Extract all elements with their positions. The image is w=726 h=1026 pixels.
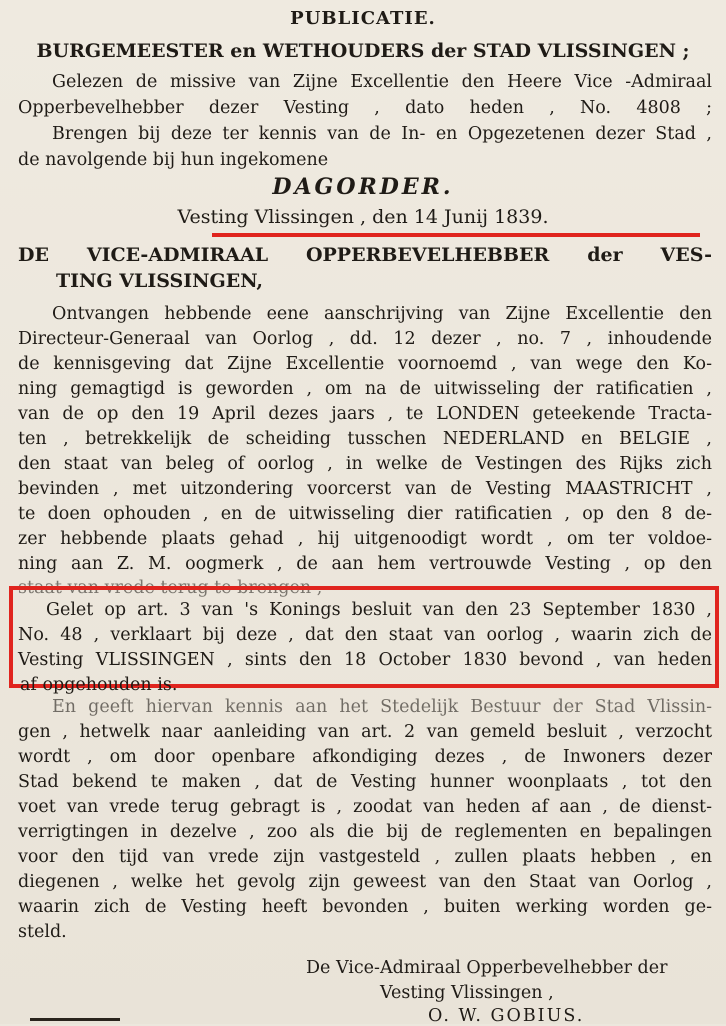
date-underline-highlight: [212, 233, 700, 237]
publication-title: PUBLICATIE.: [290, 8, 436, 29]
intro-line: Opperbevelhebber dezer Vesting , dato heden , No. 4808 ;: [18, 98, 712, 118]
body-line: waarin zich de Vesting heeft bevonden , buiten werking worden ge-: [18, 897, 712, 917]
highlighted-line: No. 48 , verklaart bij deze , dat den staat van oorlog , waarin zich de: [18, 625, 712, 645]
body-line: voet van vrede terug gebragt is , zoodat van heden af aan , de dienst-: [18, 797, 712, 817]
signature-name: O. W. GOBIUS.: [428, 1006, 585, 1026]
signature-place: Vesting Vlissingen ,: [380, 983, 554, 1003]
signature-title: De Vice-Admiraal Opperbevelhebber der: [306, 958, 668, 978]
body-line: ning gemagtigd is geworden , om na de uitwisseling der ratificatien ,: [18, 379, 712, 399]
body-line: Ontvangen hebbende eene aanschrijving van Zijne Excellentie den: [52, 304, 712, 324]
commander-heading: TING VLISSINGEN,: [56, 270, 263, 292]
highlighted-line: Gelet op art. 3 van 's Konings besluit van den 23 September 1830 ,: [46, 600, 712, 620]
body-line: verrigtingen in dezelve , zoo als die bij de reglementen en bepalingen: [18, 822, 712, 842]
body-line: bevinden , met uitzondering voorcerst van de Vesting MAASTRICHT ,: [18, 479, 712, 499]
highlighted-line: Vesting VLISSINGEN , sints den 18 October 1830 bevond , van heden: [18, 650, 712, 670]
body-line: van de op den 19 April dezes jaars , te LONDEN geteekende Tracta-: [18, 404, 712, 424]
body-line: zer hebbende plaats gehad , hij uitgenoodigt wordt , om ter voldoe-: [18, 529, 712, 549]
body-line: den staat van beleg of oorlog , in welke de Vestingen des Rijks zich: [18, 454, 712, 474]
intro-line: de navolgende bij hun ingekomene: [18, 150, 329, 170]
column-rule: [30, 1018, 120, 1021]
body-line: te doen ophouden , en de uitwisseling dier ratificatien , op den 8 de-: [18, 504, 712, 524]
body-line: ten , betrekkelijk de scheiding tusschen NEDERLAND en BELGIE ,: [18, 429, 712, 449]
body-line: diegenen , welke het gevolg zijn geweest van den Staat van Oorlog ,: [18, 872, 712, 892]
authority-heading: BURGEMEESTER en WETHOUDERS der STAD VLISSINGEN ;: [36, 40, 690, 62]
body-line: voor den tijd van vrede zijn vastgesteld , zullen plaats hebben , en: [18, 847, 712, 867]
dagorder-date: Vesting Vlissingen , den 14 Junij 1839.: [177, 206, 549, 228]
commander-heading: DE VICE-ADMIRAAL OPPERBEVELHEBBER der VES-: [18, 244, 712, 266]
body-line: En geeft hiervan kennis aan het Stedelijk Bestuur der Stad Vlissin-: [52, 697, 712, 717]
body-line: Directeur-Generaal van Oorlog , dd. 12 dezer , no. 7 , inhoudende: [18, 329, 712, 349]
body-line: staat van vrede terug te brengen ,: [18, 578, 323, 598]
body-line: ning aan Z. M. oogmerk , de aan hem vertrouwde Vesting , op den: [18, 554, 712, 574]
body-line: steld.: [18, 922, 67, 942]
body-line: Stad bekend te maken , dat de Vesting hunner woonplaats , tot den: [18, 772, 712, 792]
body-line: de kennisgeving dat Zijne Excellentie voornoemd , van wege den Ko-: [18, 354, 712, 374]
intro-line: Gelezen de missive van Zijne Excellentie den Heere Vice -Admiraal: [52, 72, 712, 92]
intro-line: Brengen bij deze ter kennis van de In- en Opgezetenen dezer Stad ,: [52, 124, 712, 144]
body-line: wordt , om door openbare afkondiging dezes , de Inwoners dezer: [18, 747, 712, 767]
dagorder-heading: DAGORDER.: [272, 174, 454, 200]
highlighted-line: af opgehouden is.: [20, 675, 178, 695]
body-line: gen , hetwelk naar aanleiding van art. 2 van gemeld besluit , verzocht: [18, 722, 712, 742]
